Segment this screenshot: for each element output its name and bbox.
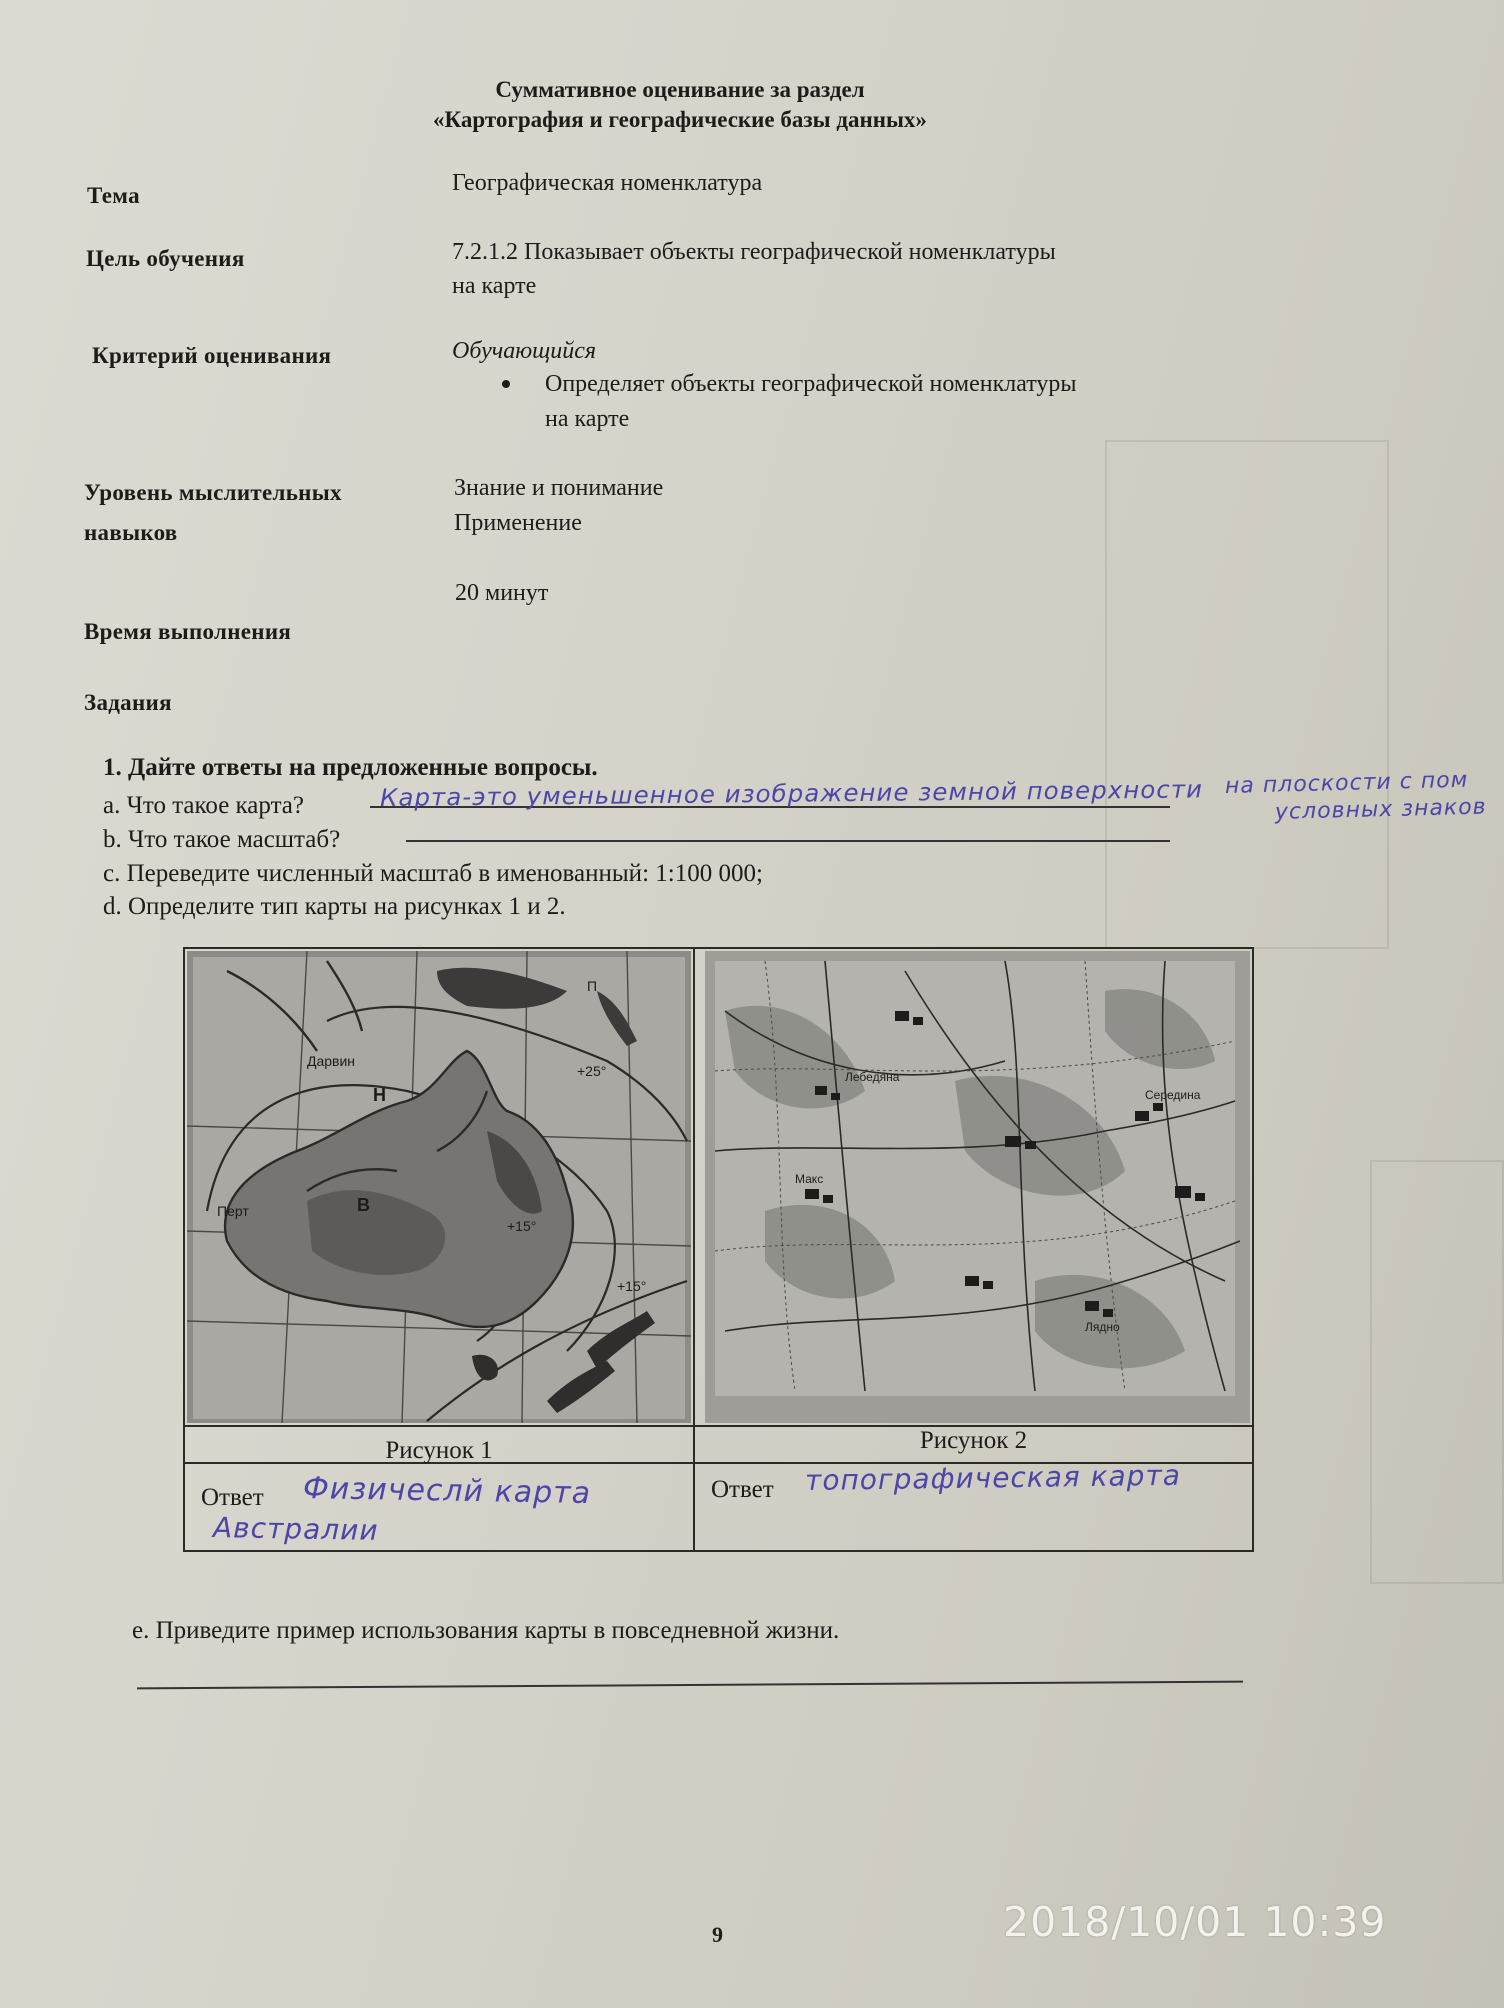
topic-label: Тема [87, 183, 140, 208]
answer-line-b [406, 840, 1170, 842]
question-e: e. Приведите пример использования карты в повседневной жизни. [132, 1617, 840, 1644]
handwritten-answer-a-2: на плоскости с пом [1224, 767, 1469, 799]
topic-value: Географическая номенклатура [452, 170, 763, 196]
map-label-pressure-high: В [357, 1195, 370, 1215]
map-label-city-1: Дарвин [307, 1053, 356, 1069]
table-divider [693, 949, 695, 1550]
figure-1-map [187, 951, 691, 1423]
page-number: 9 [712, 1922, 723, 1947]
handwritten-answer-a-1: Карта-это уменьшенное изображение земной поверхности [379, 775, 1204, 812]
map-label-isotherm-1: +25° [577, 1063, 607, 1079]
figure-2-map-graphic [705, 951, 1250, 1423]
bleed-through-box [1370, 1160, 1504, 1584]
map-label-letter: П [587, 978, 598, 994]
figure-1-map-graphic [187, 951, 691, 1423]
tasks-label: Задания [84, 690, 172, 715]
criterion-item-line-1: Определяет объекты географической номенклатуры [545, 371, 1077, 397]
goal-value-line-2: на карте [452, 273, 537, 299]
map-label-village-1: Лебедяна [845, 1070, 900, 1084]
map-label-isotherm-3: +15° [507, 1218, 537, 1234]
time-value: 20 минут [455, 580, 549, 606]
goal-label: Цель обучения [86, 246, 245, 271]
map-label-isotherm-2: +15° [617, 1278, 647, 1294]
criterion-item-line-2: на карте [545, 406, 630, 432]
question-b: b. Что такое масштаб? [103, 826, 341, 853]
figure-1-handwritten-answer-line-1: Физичеслй карта [302, 1471, 592, 1512]
criterion-subject: Обучающийся [452, 338, 597, 364]
figure-2-caption: Рисунок 2 [919, 1427, 1028, 1454]
skills-value-line-2: Применение [454, 510, 582, 536]
bullet-icon [502, 380, 510, 388]
photo-timestamp: 2018/10/01 10:39 [1003, 1898, 1387, 1946]
figure-1-caption: Рисунок 1 [385, 1437, 493, 1464]
map-label-village-4: Лядно [1085, 1320, 1120, 1334]
skills-label-line-2: навыков [84, 520, 178, 545]
figures-table [183, 947, 1254, 1552]
skills-value-line-1: Знание и понимание [454, 475, 664, 501]
figure-2-answer-label: Ответ [711, 1476, 774, 1503]
question-a: a. Что такое карта? [103, 792, 305, 819]
goal-value-line-1: 7.2.1.2 Показывает объекты географической номенклатуры [452, 239, 1056, 265]
title-line-2: «Картография и географические базы данных» [433, 107, 927, 132]
map-label-village-3: Середина [1145, 1088, 1201, 1102]
questions-heading: 1. Дайте ответы на предложенные вопросы. [103, 754, 598, 781]
figure-1-handwritten-answer-line-2: Австралии [212, 1511, 379, 1547]
figure-1-answer-label: Ответ [201, 1484, 264, 1511]
figure-2-handwritten-answer: топографическая карта [804, 1458, 1182, 1497]
map-label-village-2: Макс [795, 1172, 824, 1186]
title-line-1: Суммативное оценивание за раздел [495, 77, 865, 102]
handwritten-answer-a-3: условных знаков [1274, 794, 1487, 825]
map-label-pressure-low: Н [373, 1085, 386, 1105]
answer-line-e [137, 1681, 1243, 1690]
skills-label-line-1: Уровень мыслительных [84, 480, 342, 505]
criterion-label: Критерий оценивания [92, 343, 332, 368]
bleed-through-box [1105, 440, 1389, 949]
figure-2-map [705, 951, 1250, 1423]
question-c: c. Переведите численный масштаб в именованный: 1:100 000; [103, 860, 763, 887]
time-label: Время выполнения [84, 619, 292, 644]
map-label-city-2: Перт [217, 1203, 249, 1219]
question-d: d. Определите тип карты на рисунках 1 и 2. [103, 893, 566, 920]
